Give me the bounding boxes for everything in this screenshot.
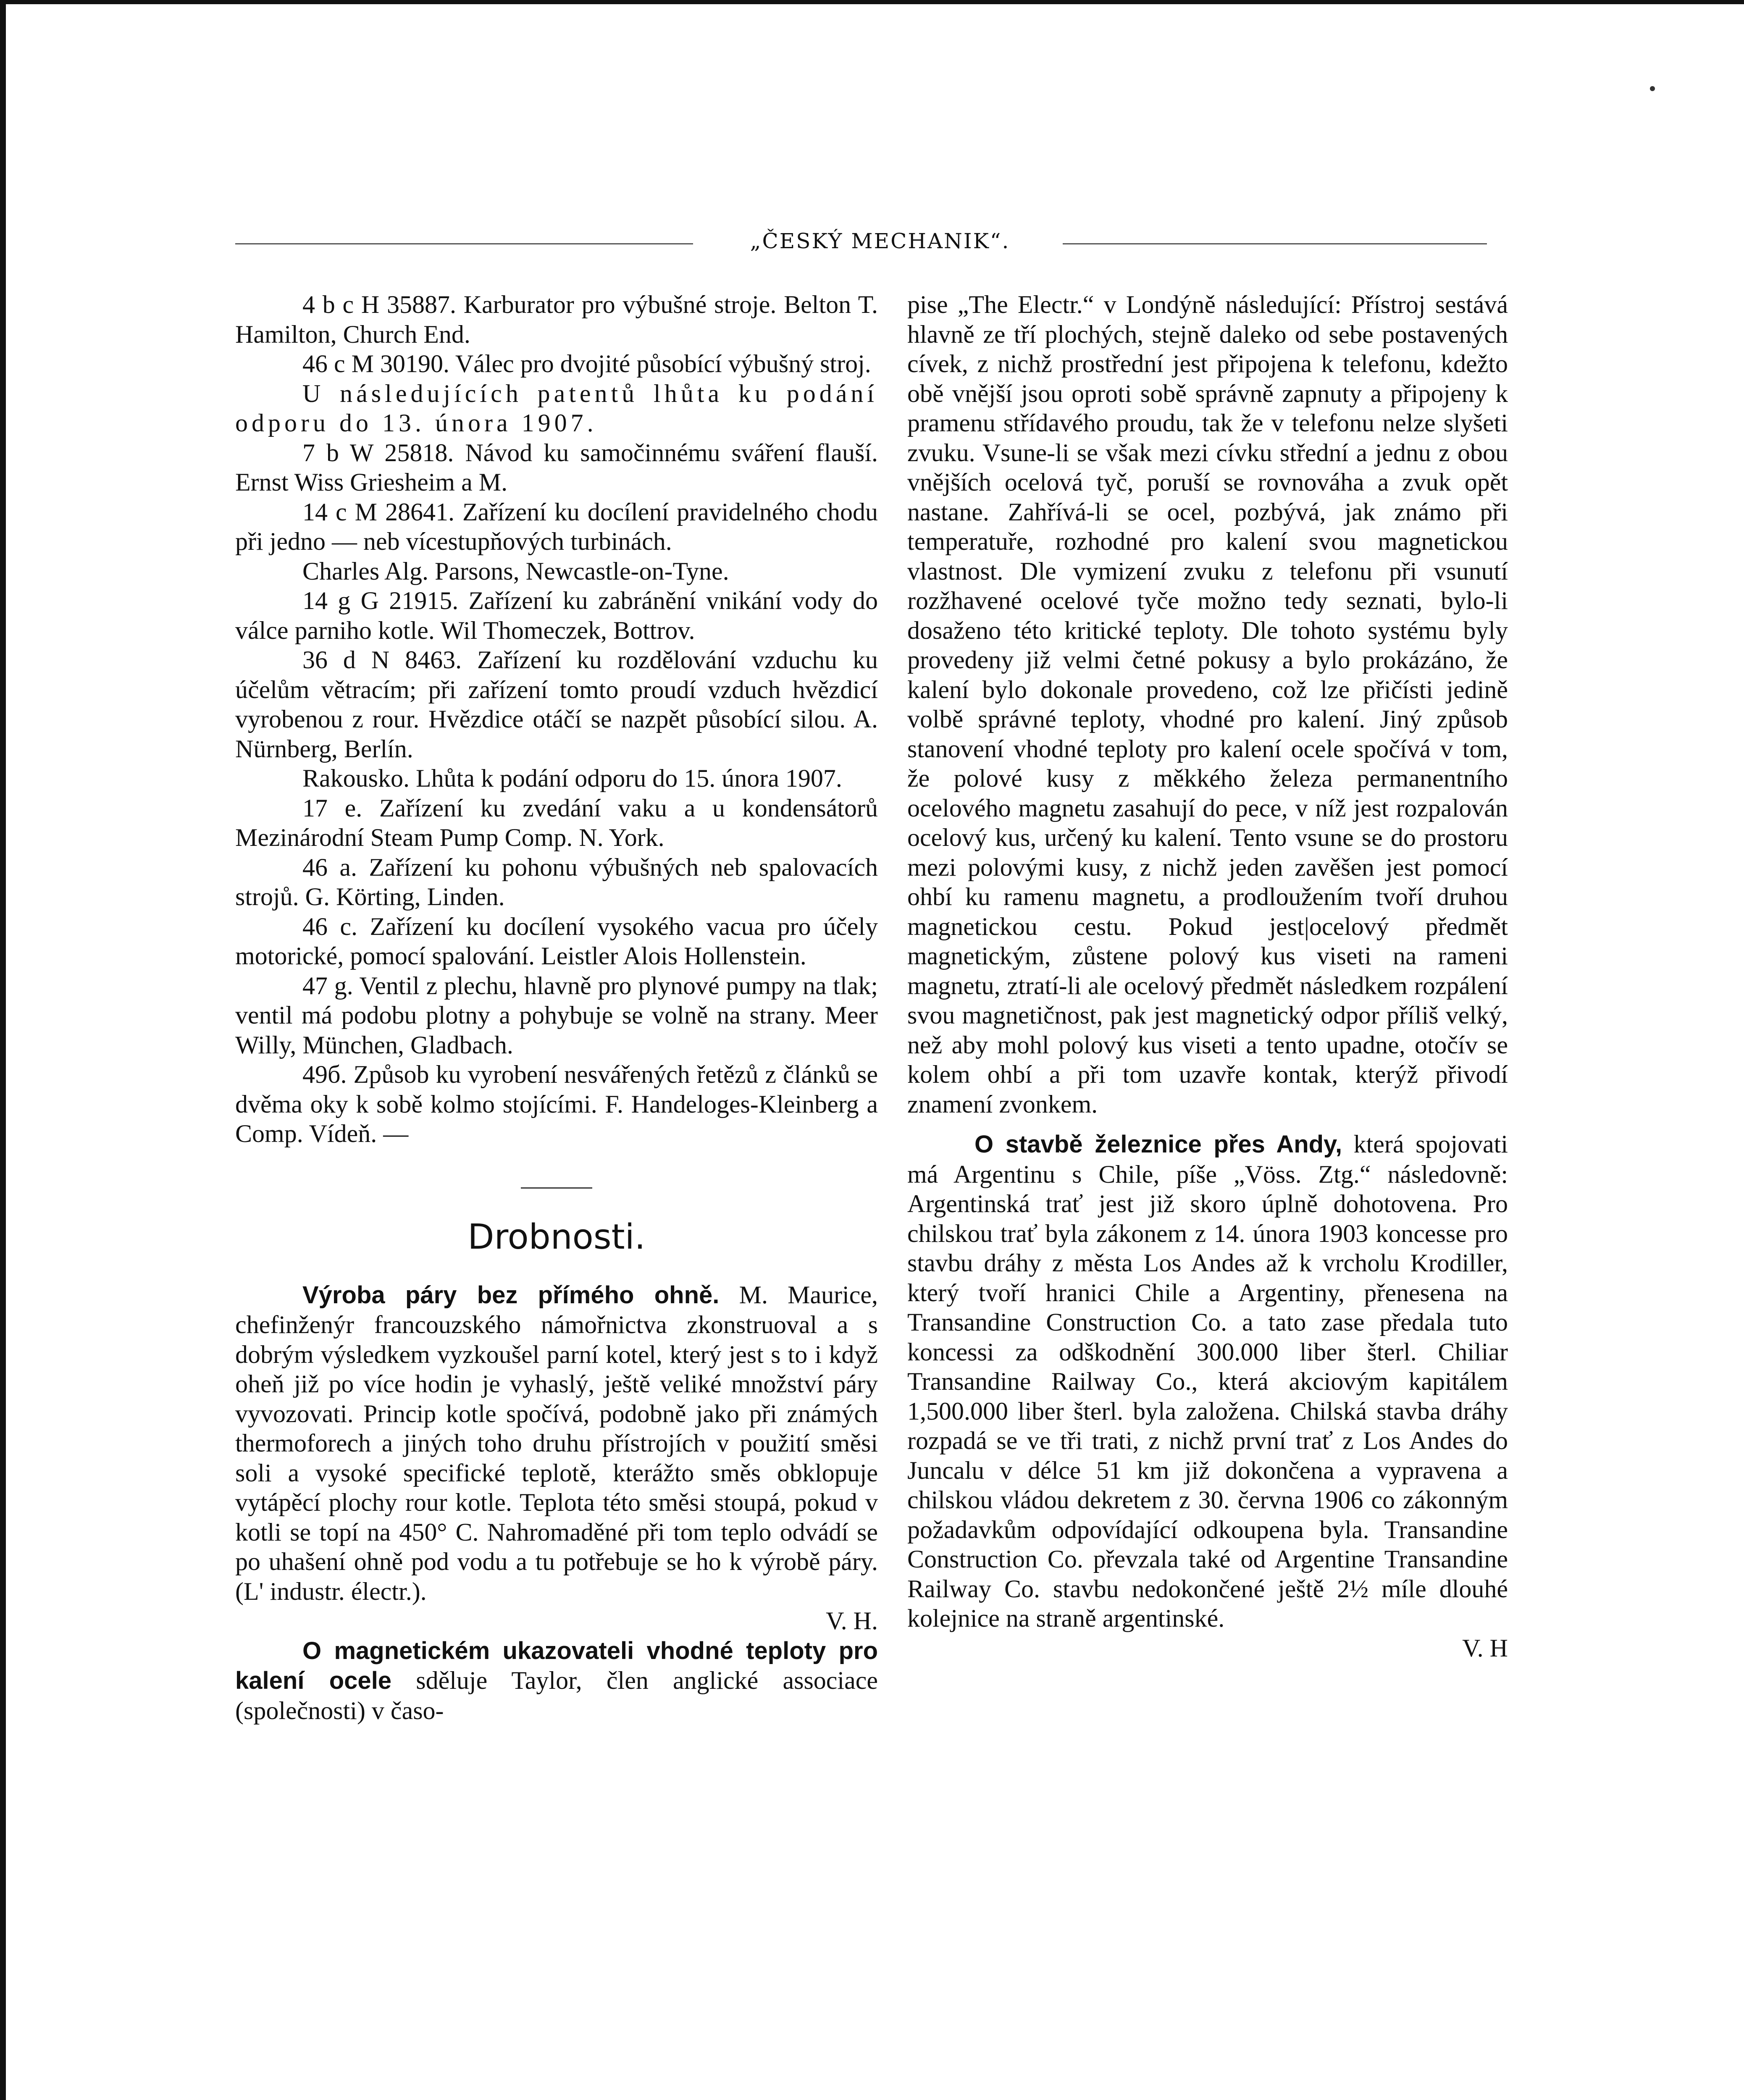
patent-entry: 7 b W 25818. Návod ku samočinnému sváření flauší. Ernst Wiss Griesheim a M. — [235, 438, 878, 496]
article-body: sděluje Taylor, člen anglické associace (společnosti) v časo- — [235, 1667, 878, 1725]
scan-speck — [1650, 86, 1655, 91]
patent-entry: 46 a. Zařízení ku pohonu výbušných neb spalovacích strojů. G. Körting, Linden. — [235, 853, 878, 911]
article-heading: O stavbě železnice přes Andy, — [974, 1131, 1342, 1158]
patent-notice: U následujících patentů lhůta ku podání odporu do 13. února 1907. — [235, 379, 878, 437]
article-body: která spojovati má Argentinu s Chile, píše „Vöss. Ztg.“ následovně: Argentinská trať jest již skoro úplně dohotovena. Pro chilskou trať byla zákonem z 14. února 1903 koncesse pro stavbu dráhy z města Los Andes až k vrcholu Krodiller, který tvoří hranici Chile a Argentiny, přenesena na Transandine Construction Co. a tato zase předala tuto koncessi za odškodnění 300.000 liber šterl. Chiliar Transandine Railway Co., která akciovým kapitálem 1,500.000 liber šterl. byla založena. Chilská stavba dráhy rozpadá se ve tři trati, z nichž první trať z Los Andes do Juncalu v délce 51 km již dokončena a vypravena a chilskou vládou dekretem z 30. června 1906 co zákonným požadavkům odpovídající odkoupena byla. Transandine Construction Co. převzala také od Argentine Transandine Railway Co. stavbu nedokončené ještě 2½ míle dlouhé kolejnice na straně argentinské. — [907, 1130, 1508, 1632]
right-column — [907, 290, 1508, 1663]
section-title: Drobnosti. — [468, 1217, 646, 1257]
patent-entry: Charles Alg. Parsons, Newcastle-on-Tyne. — [302, 557, 729, 585]
left-column — [235, 290, 878, 1725]
section-divider — [521, 1187, 592, 1189]
scan-border-top — [0, 0, 1744, 4]
article-heading: O magnetickém ukazovateli vhodné teploty pro kalení ocele — [235, 1637, 878, 1694]
patent-entry: 14 c M 28641. Zařízení ku docílení pravidelného chodu při jedno — neb vícestupňových turbinách. — [235, 498, 878, 555]
patent-entry: 46 c M 30190. Válec pro dvojité působící výbušný stroj. — [302, 350, 871, 378]
header-rule-right — [1063, 243, 1487, 244]
article-signature: V. H — [1462, 1634, 1508, 1662]
header-rule-left — [235, 243, 693, 244]
patent-entry: 4 b c H 35887. Karburator pro výbušné stroje. Belton T. Hamilton, Church End. — [235, 291, 878, 348]
scan-border-left — [0, 0, 6, 2100]
journal-title: „ČESKÝ MECHANIK“. — [750, 229, 1010, 253]
article-steam — [235, 1280, 878, 1606]
article-signature: V. H. — [826, 1607, 878, 1635]
patent-entry: 47 g. Ventil z plechu, hlavně pro plynové pumpy na tlak; ventil má podobu plotny a pohybuje se volně na strany. Meer Willy, München, Gladbach. — [235, 971, 878, 1059]
running-header — [227, 229, 1504, 258]
patent-entry: 14 g G 21915. Zařízení ku zabránění vnikání vody do válce parniho kotle. Wil Thomeczek, Bottrov. — [235, 587, 878, 644]
article-heading: Výroba páry bez přímého ohně. — [302, 1281, 720, 1309]
article-magnetic-continued: pise „The Electr.“ v Londýně následující: Přístroj sestává hlavně ze tří plochých, stejně daleko od sebe postavených cívek, z nichž prostřední jest připojena k telefonu, kdežto obě vnější jsou oproti sobě správně zapnuty a připojeny k pramenu střídavého proudu, tak že v telefonu nelze slyšeti zvuku. Vsune-li se však mezi cívku střední a jednu z obou vnějších ocelová tyč, poruší se rovnováha a zvuk opět nastane. Zahřívá-li se ocel, pozbývá, jak známo při temperatuře, rozhodné pro kalení svou magnetickou vlastnost. Dle vymizení zvuku z telefonu při vsunutí rozžhavené ocelové tyče možno tedy seznati, bylo-li dosaženo této kritické teploty. Dle tohoto systému byly provedeny již velmi četné pokusy a bylo prokázáno, že kalení bylo dokonale provedeno, což lze přičísti jedině volbě správné teploty, vhodné pro kalení. Jiný způsob stanovení vhodné teploty pro kalení ocele spočívá v tom, že polové kusy z měkkého železa permanentního ocelového magnetu zasahují do pece, v níž jest rozpalován ocelový kus, určený ku kalení. Tento vsune se do prostoru mezi polovými kusy, z nichž jeden zavěšen jest pomocí ohbí ku ramenu magnetu, a prodloužením tvoří druhou magnetickou cestu. Pokud jest|ocelový předmět magnetickým, zůstene polový kus viseti na rameni magnetu, ztratí-li ale ocelový předmět následkem rozpálení svou magnetičnost, pak jest magnetický odpor příliš velký, než aby mohl polový kus viseti a tento upadne, otočív se kolem ohbí a při tom uzavře kontak, kterýž přivodí znamení zvonkem. — [907, 291, 1508, 1118]
patent-entry: 17 e. Zařízení ku zvedání vaku a u kondensátorů Mezinárodní Steam Pump Comp. N. York. — [235, 794, 878, 851]
patent-entry: 36 d N 8463. Zařízení ku rozdělování vzduchu ku účelům větracím; při zařízení tomto proudí vzduch hvězdicí vyrobenou z rour. Hvězdice otáčí se nazpět působící silou. A. Nürnberg, Berlín. — [235, 646, 878, 763]
article-body: M. Maurice, chefinženýr francouzského námořnictva zkonstruoval a s dobrým výsledkem vyzkoušel parní kotel, který jest s to i když oheň již po více hodin je vyhaslý, ještě veliké množství páry vyvozovati. Princip kotle spočívá, podobně jako při známých thermoforech a jiných toho druhu přístrojích v použití směsi soli a vysoké specifické teplotě, kterážto směs obklopuje vytápěcí plochy rour kotle. Teplota této směsi stoupá, pokud v kotli se topí na 450° C. Nahromaděné při tom teplo odvádí se po uhašení ohně pod vodu a tu potřebuje se ho k výrobě páry. (L' industr. électr.). — [235, 1281, 878, 1605]
article-andes-railway — [907, 1129, 1508, 1633]
patent-entry: 46 c. Zařízení ku docílení vysokého vacua pro účely motorické, pomocí spalování. Leistler Alois Hollenstein. — [235, 912, 878, 970]
patent-entry: 49б. Způsob ku vyrobení nesvářených řetězů z článků se dvěma oky k sobě kolmo stojícími. F. Handeloges-Kleinberg a Comp. Vídeň. — — [235, 1060, 878, 1147]
patent-notice: Rakousko. Lhůta k podání odporu do 15. února 1907. — [302, 764, 842, 792]
article-magnetic — [235, 1636, 878, 1726]
